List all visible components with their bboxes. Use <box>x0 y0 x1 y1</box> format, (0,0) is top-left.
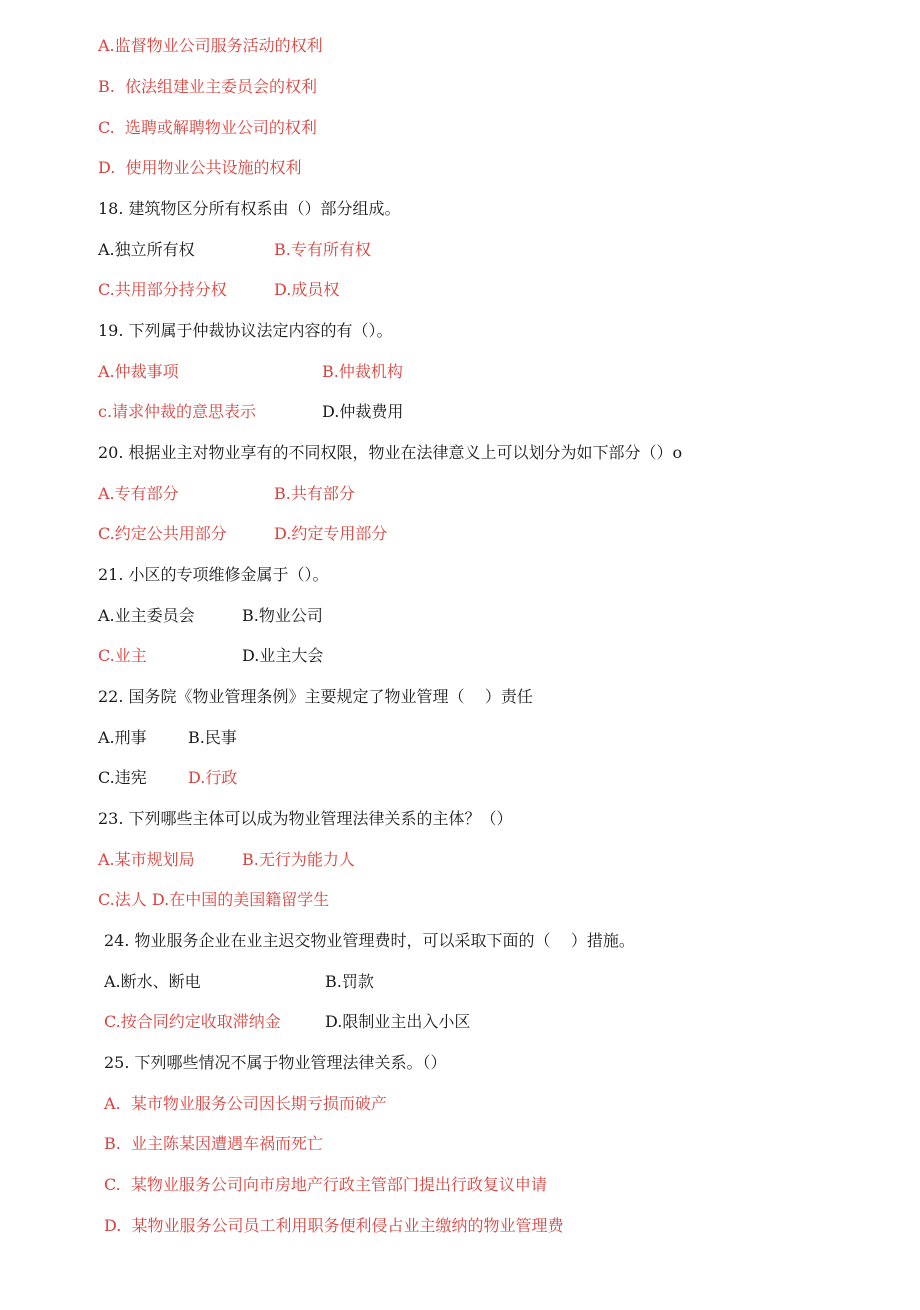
q20-question: 20. 根据业主对物业享有的不同权限，物业在法律意义上可以划分为如下部分（）o <box>98 443 683 462</box>
q20-row-cd <box>98 524 798 544</box>
q22-option-d: D.行政 <box>188 768 238 787</box>
q17-option-d: D. 使用物业公共设施的权利 <box>98 158 302 177</box>
q24-option-d: D.限制业主出入小区 <box>325 1012 471 1031</box>
q22-option-c: C.违宪 <box>98 768 147 787</box>
q19-question: 19. 下列属于仲裁协议法定内容的有（）。 <box>98 321 393 340</box>
q20-option-b: B.共有部分 <box>274 484 355 503</box>
q21-option-c: C.业主 <box>98 646 147 665</box>
q21-option-d: D.业主大会 <box>242 646 324 665</box>
q21-question: 21. 小区的专项维修金属于（）。 <box>98 565 329 584</box>
q25-option-c: C. 某物业服务公司向市房地产行政主管部门提出行政复议申请 <box>104 1175 547 1194</box>
q23-question: 23. 下列哪些主体可以成为物业管理法律关系的主体？（） <box>98 809 513 828</box>
q23-option-cd: C.法人 D.在中国的美国籍留学生 <box>98 890 330 909</box>
q18-option-d: D.成员权 <box>274 280 340 299</box>
q21-row-cd <box>98 646 798 666</box>
q20-option-c: C.约定公共用部分 <box>98 524 227 543</box>
q22-row-cd <box>98 768 798 788</box>
q19-row-ab <box>98 362 798 382</box>
q23-option-a: A.某市规划局 <box>98 850 195 869</box>
q25-question: 25. 下列哪些情况不属于物业管理法律关系。（） <box>104 1053 447 1072</box>
q18-option-a: A.独立所有权 <box>98 240 195 259</box>
q22-option-b: B.民事 <box>188 728 237 747</box>
q24-option-b: B.罚款 <box>325 972 374 991</box>
q25-option-b: B. 业主陈某因遭遇车祸而死亡 <box>104 1134 324 1153</box>
q20-row-ab <box>98 484 798 504</box>
q17-option-b: B. 依法组建业主委员会的权利 <box>98 77 318 96</box>
q17-option-c: C. 选聘或解聘物业公司的权利 <box>98 118 317 137</box>
q19-option-d: D.仲裁费用 <box>322 402 404 421</box>
q19-option-a: A.仲裁事项 <box>98 362 179 381</box>
q23-row-ab <box>98 850 798 870</box>
q18-option-b: B.专有所有权 <box>274 240 371 259</box>
q22-row-ab <box>98 728 798 748</box>
q24-row-ab <box>104 972 804 992</box>
q24-option-c: C.按合同约定收取滞纳金 <box>104 1012 281 1031</box>
q18-option-c: C.共用部分持分权 <box>98 280 227 299</box>
q23-option-b: B.无行为能力人 <box>242 850 355 869</box>
q19-option-b: B.仲裁机构 <box>322 362 403 381</box>
q21-row-ab <box>98 606 798 626</box>
q24-question: 24. 物业服务企业在业主迟交物业管理费时，可以采取下面的（ ）措施。 <box>104 931 635 950</box>
q18-question: 18. 建筑物区分所有权系由（）部分组成。 <box>98 199 401 218</box>
q18-row-ab <box>98 240 798 260</box>
q17-option-a: A.监督物业公司服务活动的权利 <box>98 36 323 55</box>
q21-option-b: B.物业公司 <box>242 606 323 625</box>
q18-row-cd <box>98 280 798 300</box>
q25-option-d: D. 某物业服务公司员工利用职务便利侵占业主缴纳的物业管理费 <box>104 1216 564 1235</box>
q24-row-cd <box>104 1012 804 1032</box>
q22-question: 22. 国务院《物业管理条例》主要规定了物业管理（ ）责任 <box>98 687 533 706</box>
q19-option-c: c.请求仲裁的意思表示 <box>98 402 257 421</box>
q24-option-a: A.断水、断电 <box>104 972 201 991</box>
q21-option-a: A.业主委员会 <box>98 606 195 625</box>
q25-option-a: A. 某市物业服务公司因长期亏损而破产 <box>104 1094 387 1113</box>
q19-row-cd <box>98 402 798 422</box>
q22-option-a: A.刑事 <box>98 728 147 747</box>
q20-option-a: A.专有部分 <box>98 484 179 503</box>
q20-option-d: D.约定专用部分 <box>274 524 388 543</box>
